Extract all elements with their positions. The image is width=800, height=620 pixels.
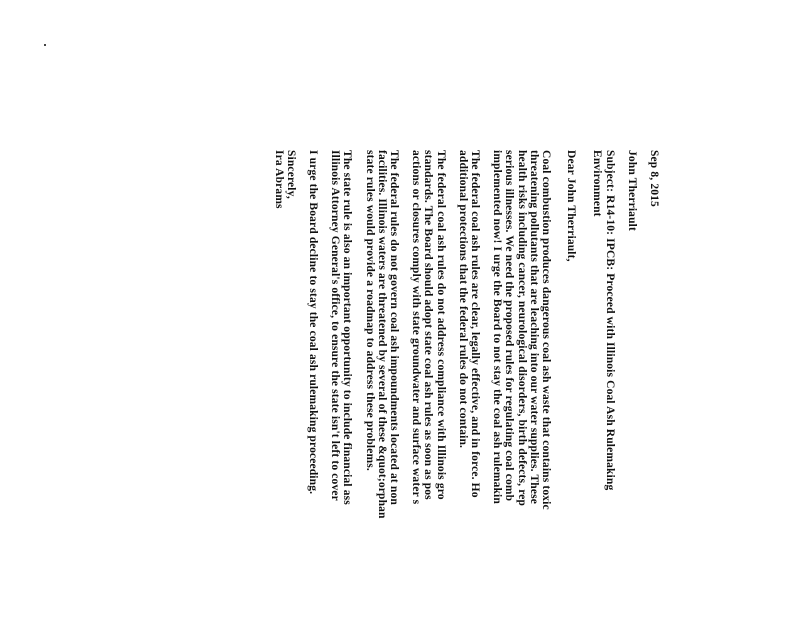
paragraph-line: I urge the Board decline to stay the coal ash rulemaking proceeding. (306, 150, 319, 495)
paragraph-3 (410, 150, 447, 620)
paragraph-1 (491, 150, 552, 620)
paragraph-line: serious illnesses. We need the proposed rules for regulating coal comb (503, 150, 516, 502)
paragraph-line: state rules would provide a roadmap to address these problems. (363, 150, 376, 471)
letter-page (272, 150, 660, 620)
scan-speck (44, 44, 46, 46)
paragraph-line: threatening pollutants that are leaching into our water supplies. These (527, 150, 540, 504)
paragraph-line: The federal rules do not govern coal ash impoundments located at non (387, 150, 400, 505)
paragraph-line: Coal combustion produces dangerous coal ash waste that contains toxic (539, 150, 552, 510)
letter-subject-line-1: Subject: R14-10: IPCB: Proceed with Illinois Coal Ash Rulemaking (603, 150, 616, 491)
paragraph-line: additional protections that the federal rules do not contain. (456, 150, 469, 449)
paragraph-2 (457, 150, 481, 620)
letter-closing: Sincerely, (284, 150, 297, 199)
paragraph-line: The federal coal ash rules are clear, legally effective, and in force. Ho (468, 150, 481, 498)
paragraph-line: health risks including cancer, neurological disorders, birth defects, rep (515, 150, 528, 507)
letter-signature: Ira Abrams (272, 150, 285, 209)
paragraph-6 (307, 150, 319, 620)
paragraph-line: The state rule is also an important opportunity to include financial ass (341, 150, 354, 505)
paragraph-line: facilities. Illinois waters are threatened by several of these &quot;orphan (375, 150, 388, 519)
letter-salutation: Dear John Therriault, (565, 150, 578, 262)
letter-date: Sep 8, 2015 (648, 150, 660, 207)
paragraph-line: Illinois Attorney General's office, to ensure the state isn't left to cover (329, 150, 342, 501)
paragraph-5 (329, 150, 353, 620)
paragraph-line: The federal coal ash rules do not address compliance with Illinois gro (434, 150, 447, 500)
paragraph-line: actions or closures comply with state groundwater and surface water s (410, 150, 423, 505)
paragraph-line: standards. The Board should adopt state coal ash rules as soon as pos (422, 150, 435, 500)
letter-recipient: John Therriault (625, 150, 638, 231)
paragraph-line: implemented now! I urge the Board to not stay the coal ash rulemakin (491, 150, 504, 504)
letter-subject-line-2: Environment (591, 150, 604, 217)
paragraph-4 (363, 150, 400, 620)
